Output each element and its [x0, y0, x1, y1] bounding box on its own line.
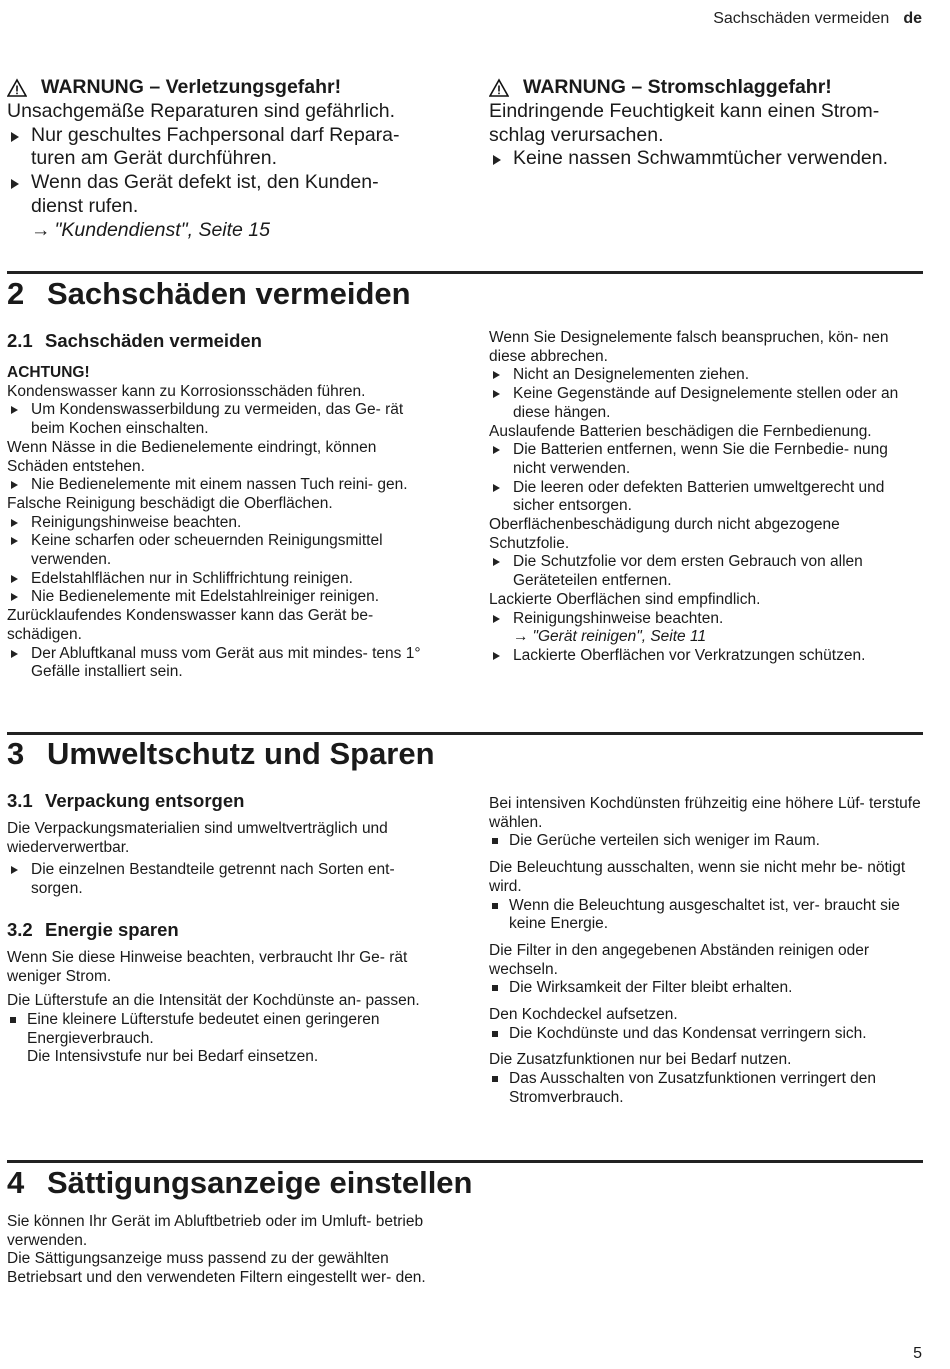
- list-item: Keine nassen Schwammtücher verwenden.: [489, 147, 923, 171]
- instruction-list: [7, 645, 437, 682]
- paragraph: Wenn Sie Designelemente falsch beanspruchen, kön- nen diese abbrechen.: [489, 329, 889, 365]
- section-2-left-column: [7, 330, 437, 682]
- tip-block: [489, 942, 923, 998]
- list-item: Um Kondenswasserbildung zu vermeiden, das Ge- rät beim Kochen einschalten.: [7, 401, 437, 438]
- list-item: Wenn das Gerät defekt ist, den Kunden- dienst rufen. → "Kundendienst", Seite 15: [7, 171, 432, 242]
- cross-reference-link[interactable]: → "Kundendienst", Seite 15: [31, 218, 270, 241]
- subsection-3-1-heading: 3.1 Verpackung entsorgen: [7, 790, 245, 811]
- header-title: Sachschäden vermeiden: [713, 10, 890, 27]
- instruction-list: [7, 514, 437, 608]
- warning-triangle-icon: [7, 78, 27, 98]
- section-4-body: [7, 1213, 437, 1288]
- paragraph: Den Kochdeckel aufsetzen.: [489, 1006, 678, 1024]
- list-item: Die Batterien entfernen, wenn Sie die Fernbedie- nung nicht verwenden.: [489, 441, 923, 478]
- warning-electric-list: [489, 147, 923, 171]
- list-item: Das Ausschalten von Zusatzfunktionen verringert den Stromverbrauch.: [489, 1070, 923, 1107]
- paragraph: Kondenswasser kann zu Korrosionsschäden führen.: [7, 382, 366, 400]
- list-item: Nie Bedienelemente mit einem nassen Tuch reini- gen.: [7, 476, 437, 495]
- result-list: [7, 1011, 437, 1067]
- result-list: [489, 1070, 923, 1107]
- tip-block: [489, 859, 923, 934]
- warning-injury-intro: Unsachgemäße Reparaturen sind gefährlich.: [7, 99, 396, 122]
- section-3-right-column: [489, 795, 923, 1108]
- result-list: [489, 1025, 923, 1044]
- running-header: [713, 10, 922, 28]
- section-3-heading: 3 Umweltschutz und Sparen: [7, 736, 435, 771]
- warning-triangle-icon: [489, 78, 509, 98]
- section-divider: [7, 732, 923, 735]
- paragraph: Falsche Reinigung beschädigt die Oberflächen.: [7, 494, 333, 512]
- paragraph: Bei intensiven Kochdünsten frühzeitig eine höhere Lüf- terstufe wählen.: [489, 795, 921, 831]
- section-2-right-column: [489, 329, 923, 666]
- paragraph: Oberflächenbeschädigung durch nicht abgezogene Schutzfolie.: [489, 516, 840, 552]
- subsection-2-1-heading: 2.1 Sachschäden vermeiden: [7, 330, 262, 351]
- warning-electric-title: WARNUNG – Stromschlaggefahr!: [489, 76, 923, 100]
- list-item: Der Abluftkanal muss vom Gerät aus mit mindes- tens 1° Gefälle installiert sein.: [7, 645, 437, 682]
- instruction-list: [7, 401, 437, 438]
- list-item: Keine scharfen oder scheuernden Reinigungsmittel verwenden.: [7, 532, 437, 569]
- list-item: Die leeren oder defekten Batterien umweltgerecht und sicher entsorgen.: [489, 479, 923, 516]
- paragraph: Die Filter in den angegebenen Abständen reinigen oder wechseln.: [489, 941, 870, 978]
- paragraph: Die Sättigungsanzeige muss passend zu der gewählten Betriebsart und den verwendeten Filtern eingestellt wer- den.: [7, 1250, 426, 1287]
- paragraph: Wenn Nässe in die Bedienelemente eindringt, können Schäden entstehen.: [7, 438, 377, 475]
- list-item: Nur geschultes Fachpersonal darf Repara- turen am Gerät durchführen.: [7, 124, 432, 172]
- arrow-right-icon: →: [31, 218, 51, 241]
- list-item: Die Kochdünste und das Kondensat verringern sich.: [489, 1025, 923, 1044]
- result-list: [489, 979, 923, 998]
- warning-electric-intro: Eindringende Feuchtigkeit kann einen Strom- schlag verursachen.: [489, 99, 880, 146]
- list-item: Die Schutzfolie vor dem ersten Gebrauch von allen Geräteteilen entfernen.: [489, 553, 923, 590]
- instruction-list: [7, 476, 437, 495]
- instruction-list: [7, 861, 437, 898]
- paragraph: Zurücklaufendes Kondenswasser kann das Gerät be- schädigen.: [7, 607, 374, 643]
- list-item: Die Wirksamkeit der Filter bleibt erhalten.: [489, 979, 923, 998]
- list-item: Edelstahlflächen nur in Schliffrichtung reinigen.: [7, 570, 437, 589]
- paragraph: Wenn Sie diese Hinweise beachten, verbraucht Ihr Ge- rät weniger Strom.: [7, 948, 408, 985]
- list-item: Die Gerüche verteilen sich weniger im Raum.: [489, 832, 923, 851]
- list-item: Lackierte Oberflächen vor Verkratzungen schützen.: [489, 647, 923, 666]
- list-item: Wenn die Beleuchtung ausgeschaltet ist, ver- braucht sie keine Energie.: [489, 897, 923, 934]
- list-item: Eine kleinere Lüfterstufe bedeutet einen geringeren Energieverbrauch. Die Intensivstufe nur bei Bedarf einsetzen.: [7, 1011, 437, 1067]
- notice-label: ACHTUNG!: [7, 364, 90, 381]
- list-item-continuation: Die Intensivstufe nur bei Bedarf einsetzen.: [27, 1048, 319, 1066]
- warning-injury: [7, 76, 432, 243]
- subsection-3-2-heading: 3.2 Energie sparen: [7, 918, 179, 940]
- warning-electric: [489, 76, 923, 171]
- result-list: [489, 832, 923, 851]
- section-4-heading: 4 Sättigungsanzeige einstellen: [7, 1165, 473, 1200]
- list-item: Reinigungshinweise beachten. → "Gerät reinigen", Seite 11: [489, 610, 923, 647]
- list-item: Keine Gegenstände auf Designelemente stellen oder an diese hängen.: [489, 385, 923, 422]
- section-divider: [7, 271, 923, 274]
- tip-block: [489, 1051, 923, 1107]
- section-2-heading: 2 Sachschäden vermeiden: [7, 276, 411, 311]
- tip-block: [489, 1006, 923, 1043]
- instruction-list: [489, 366, 923, 422]
- list-item: Nie Bedienelemente mit Edelstahlreiniger reinigen.: [7, 588, 437, 607]
- warning-injury-title: WARNUNG – Verletzungsgefahr!: [7, 76, 432, 100]
- page-number: 5: [913, 1345, 922, 1362]
- section-3-left-column: [7, 790, 437, 1067]
- list-item: Reinigungshinweise beachten.: [7, 514, 437, 533]
- cross-reference-link[interactable]: → "Gerät reinigen", Seite 11: [513, 628, 707, 646]
- arrow-right-icon: →: [513, 628, 529, 646]
- warning-injury-list: [7, 124, 432, 243]
- instruction-list: [489, 441, 923, 516]
- paragraph: Die Beleuchtung ausschalten, wenn sie nicht mehr be- nötigt wird.: [489, 859, 906, 895]
- paragraph: Die Zusatzfunktionen nur bei Bedarf nutzen.: [489, 1051, 792, 1069]
- list-item: Nicht an Designelementen ziehen.: [489, 366, 923, 385]
- instruction-list: [489, 610, 923, 666]
- paragraph: Die Lüfterstufe an die Intensität der Kochdünste an- passen.: [7, 992, 420, 1010]
- list-item: Die einzelnen Bestandteile getrennt nach Sorten ent- sorgen.: [7, 861, 437, 898]
- result-list: [489, 897, 923, 934]
- paragraph: Lackierte Oberflächen sind empfindlich.: [489, 590, 761, 608]
- paragraph: Auslaufende Batterien beschädigen die Fernbedienung.: [489, 422, 872, 440]
- tip-block: [489, 795, 923, 851]
- paragraph: Sie können Ihr Gerät im Abluftbetrieb oder im Umluft- betrieb verwenden.: [7, 1213, 424, 1249]
- instruction-list: [489, 553, 923, 590]
- language-code: de: [903, 10, 922, 27]
- section-divider: [7, 1160, 923, 1163]
- paragraph: Die Verpackungsmaterialien sind umweltverträglich und wiederverwertbar.: [7, 820, 388, 856]
